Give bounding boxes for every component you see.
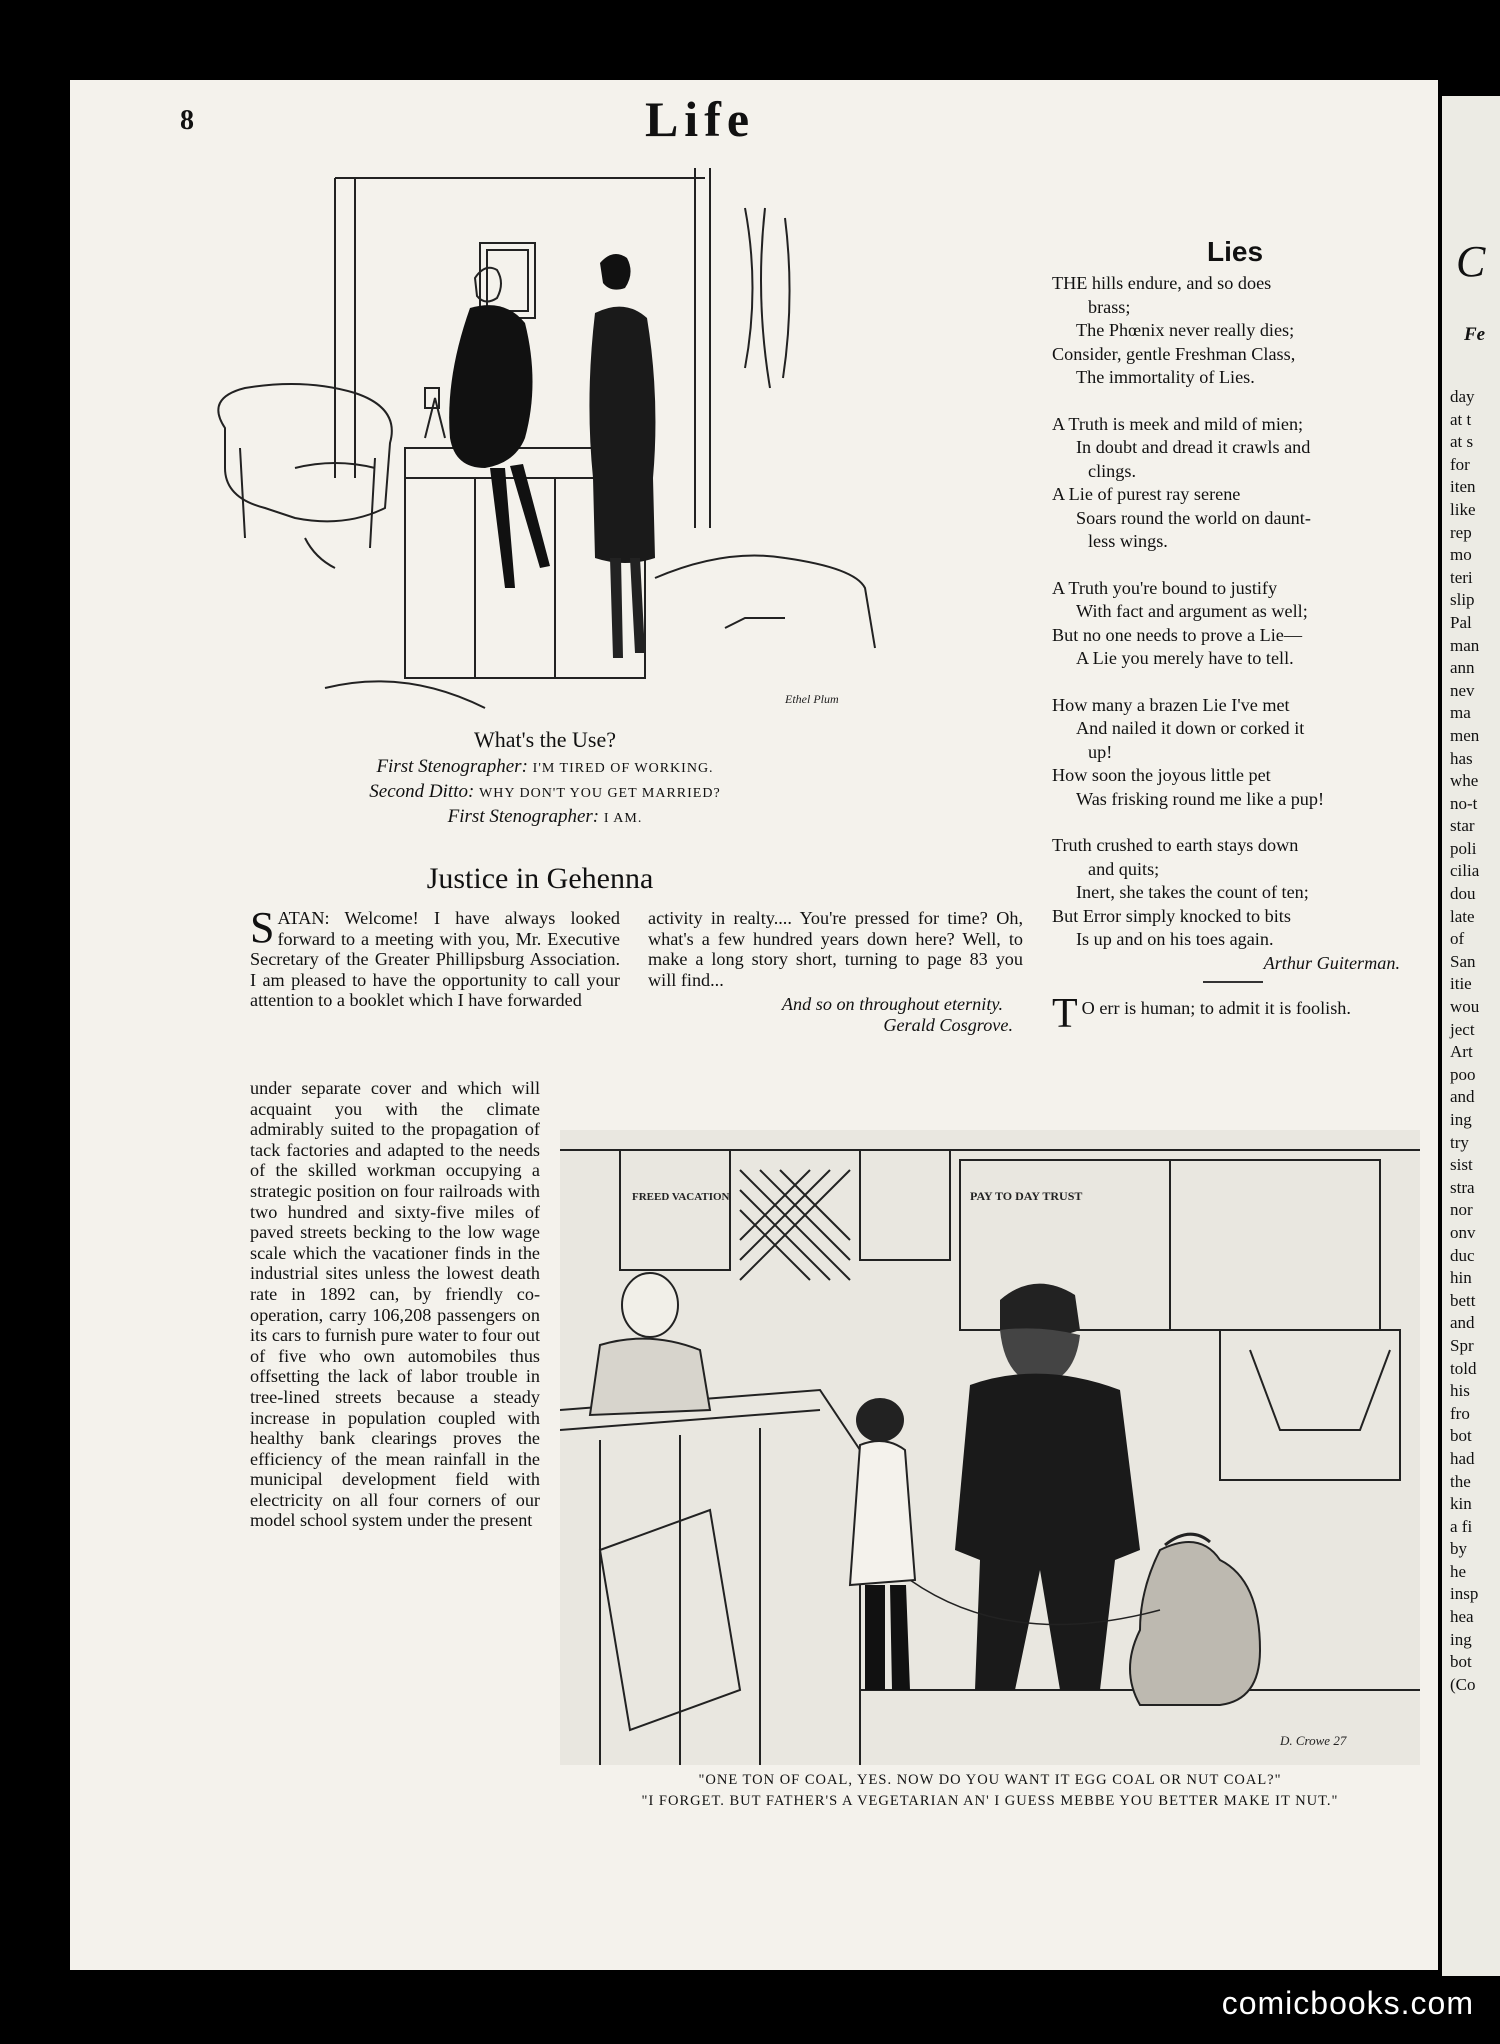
caption-line: Second Ditto: WHY DON'T YOU GET MARRIED? [369, 781, 721, 802]
poem-stanza: How many a brazen Lie I've met And nailed it down or corked it up! How soon the joyous little pet Was frisking round me like a pup! [1052, 694, 1325, 809]
adjacent-fragment: cilia [1450, 861, 1480, 881]
adjacent-fragment: bett [1450, 1290, 1476, 1310]
adjacent-fragment: poo [1450, 1064, 1476, 1084]
adjacent-fragment: stra [1450, 1177, 1475, 1197]
cartoon2-signature: D. Crowe 27 [1280, 1733, 1347, 1748]
adjacent-fragment: San [1450, 951, 1476, 971]
article-column-2 [648, 908, 1023, 1036]
adjacent-fragment: his [1450, 1381, 1470, 1401]
adjacent-fragment: Spr [1450, 1335, 1474, 1355]
divider [1203, 981, 1263, 983]
adjacent-fragment: the [1450, 1471, 1471, 1491]
adjacent-fragment: bot [1450, 1652, 1472, 1672]
adjacent-fragment: late [1450, 906, 1475, 926]
adjacent-fragment: fro [1450, 1403, 1470, 1423]
adjacent-fragment: dou [1450, 884, 1476, 904]
caption-line: First Stenographer: I'M TIRED OF WORKING. [376, 756, 714, 777]
adjacent-fragment: and [1450, 1087, 1475, 1107]
article-column-1-narrow: under separate cover and which will acquaint you with the climate admirably suited to the propagation of tack factories and adapted to the needs of the skilled workman occupying a strategic position on four railroads with two hundred and sixty-five miles of paved streets becking to the low wage scale which the vacationer finds in the industrial sites unless the lowest death rate in 1892 can, by friendly co-operation, carry 106,208 passengers on its cars to furnish pure water to four out of five who own automobiles thus offsetting the lack of labor trouble in tree-lined streets because a steady increase in population coupled with healthy bank clearings proves the efficiency of the mean rainfall in the municipal development field with electricity on all four corners of our model school system under the present [250, 1078, 540, 1531]
adjacent-heading: C [1456, 237, 1486, 286]
adjacent-fragment: of [1450, 929, 1465, 949]
site-watermark: comicbooks.com [1221, 1985, 1474, 2021]
adjacent-fragment: itie [1450, 974, 1472, 994]
cartoon1-title: What's the Use? [473, 727, 617, 752]
adjacent-fragment: ject [1450, 1019, 1475, 1039]
adjacent-fragment: poli [1450, 838, 1477, 858]
adjacent-fragment: mo [1450, 545, 1472, 565]
adjacent-subheading: Fe [1464, 324, 1486, 345]
adjacent-fragment: teri [1450, 567, 1473, 587]
adjacent-fragment: ing [1450, 1110, 1472, 1129]
article-title: Justice in Gehenna [426, 862, 654, 895]
adjacent-fragment: try [1450, 1132, 1469, 1152]
adjacent-text-fragments [1450, 386, 1479, 1696]
poem-stanza: A Truth you're bound to justify With fact and argument as well; But no one needs to prove a Lie— A Lie you merely have to tell. [1052, 577, 1308, 668]
adjacent-fragment: wou [1450, 997, 1480, 1017]
adjacent-fragment: at s [1450, 432, 1474, 452]
adjacent-fragment: (Co [1450, 1674, 1476, 1694]
adjacent-fragment: nor [1450, 1200, 1473, 1220]
adjacent-fragment: men [1450, 725, 1480, 745]
adjacent-fragment: iten [1450, 477, 1476, 497]
adjacent-fragment: ing [1450, 1629, 1472, 1649]
adjacent-fragment: told [1450, 1358, 1477, 1378]
adjacent-fragment: insp [1450, 1584, 1479, 1604]
adjacent-fragment: Art [1450, 1042, 1473, 1062]
article-ending: And so on throughout eternity. [781, 994, 1003, 1015]
masthead: Life [644, 91, 756, 147]
caption-line: "I FORGET. BUT FATHER'S A VEGETARIAN AN' I GUESS MEBBE YOU BETTER MAKE IT NUT." [641, 1793, 1339, 1809]
adjacent-fragment: by [1450, 1539, 1467, 1559]
adjacent-fragment: and [1450, 1313, 1475, 1333]
adjacent-fragment: kin [1450, 1494, 1472, 1514]
article-column-1 [250, 903, 620, 1011]
article-continuation: activity in realty.... You're pressed for time? Oh, what's a few hundred years down here? Well, to make a long story short, turning to page 83 you will find... [648, 908, 1023, 990]
drop-cap: S [250, 903, 275, 952]
stenographer-cartoon [185, 148, 900, 723]
caption-line: First Stenographer: I AM. [447, 806, 643, 827]
cartoon1-signature: Ethel Plum [785, 692, 839, 706]
coal-shop-cartoon [560, 1130, 1420, 1765]
adjacent-fragment: at t [1450, 409, 1472, 429]
adjacent-fragment: a fi [1450, 1516, 1473, 1536]
page-number: 8 [180, 105, 194, 136]
adjacent-fragment: hea [1450, 1607, 1474, 1627]
adjacent-fragment: whe [1450, 771, 1479, 791]
adjacent-fragment: hin [1450, 1268, 1472, 1288]
adjacent-fragment: has [1450, 748, 1473, 768]
adjacent-fragment: bot [1450, 1426, 1472, 1446]
epigram: T O err is human; to admit it is foolish. [1052, 991, 1351, 1037]
caption-line: "ONE TON OF COAL, YES. NOW DO YOU WANT IT EGG COAL OR NUT COAL?" [698, 1772, 1282, 1788]
poem [1052, 272, 1414, 1037]
adjacent-fragment: he [1450, 1561, 1467, 1581]
adjacent-fragment: rep [1450, 522, 1472, 542]
sign-text: PAY TO DAY TRUST [970, 1189, 1083, 1203]
adjacent-fragment: star [1450, 816, 1475, 836]
article-author: Gerald Cosgrove. [883, 1014, 1013, 1035]
cartoon2-caption [560, 1770, 1420, 1812]
adjacent-fragment: ann [1450, 658, 1475, 678]
poem-title: Lies [1206, 236, 1264, 267]
adjacent-fragment: sist [1450, 1155, 1473, 1175]
adjacent-fragment: for [1450, 454, 1470, 474]
adjacent-fragment: no-t [1450, 793, 1478, 813]
adjacent-fragment: man [1450, 635, 1480, 655]
adjacent-fragment: day [1450, 387, 1475, 406]
drop-cap: T [1052, 991, 1078, 1037]
adjacent-fragment: onv [1450, 1222, 1476, 1242]
adjacent-fragment: ma [1450, 703, 1471, 723]
article-lead: ATAN: Welcome! I have always looked forward to a meeting with you, Mr. Executive Secretary of the Greater Phillipsburg Association. I am pleased to have the opportunity to call your attention to a booklet which I have forwarded [250, 908, 620, 1011]
poem-stanza: THE hills endure, and so does brass; The Phœnix never really dies; Consider, gentle Freshman Class, The immortality of Lies. [1052, 273, 1296, 387]
adjacent-page [1442, 96, 1500, 1976]
poem-stanza: Truth crushed to earth stays down and quits; Inert, she takes the count of ten; But Error simply knocked to bits Is up and on his toes again. [1052, 835, 1309, 949]
poem-author: Arthur Guiterman. [1263, 952, 1400, 973]
adjacent-fragment: Pal [1450, 612, 1472, 632]
poem-stanza: A Truth is meek and mild of mien; In doubt and dread it crawls and clings. A Lie of purest ray serene Soars round the world on daunt- less wings. [1052, 413, 1311, 551]
adjacent-fragment: nev [1450, 680, 1475, 700]
adjacent-fragment: slip [1450, 590, 1475, 610]
sign-text: FREED VACATION [632, 1191, 730, 1203]
cartoon1-caption [250, 728, 840, 830]
adjacent-fragment: had [1450, 1448, 1475, 1468]
adjacent-fragment: like [1450, 499, 1476, 519]
adjacent-fragment: duc [1450, 1245, 1475, 1265]
